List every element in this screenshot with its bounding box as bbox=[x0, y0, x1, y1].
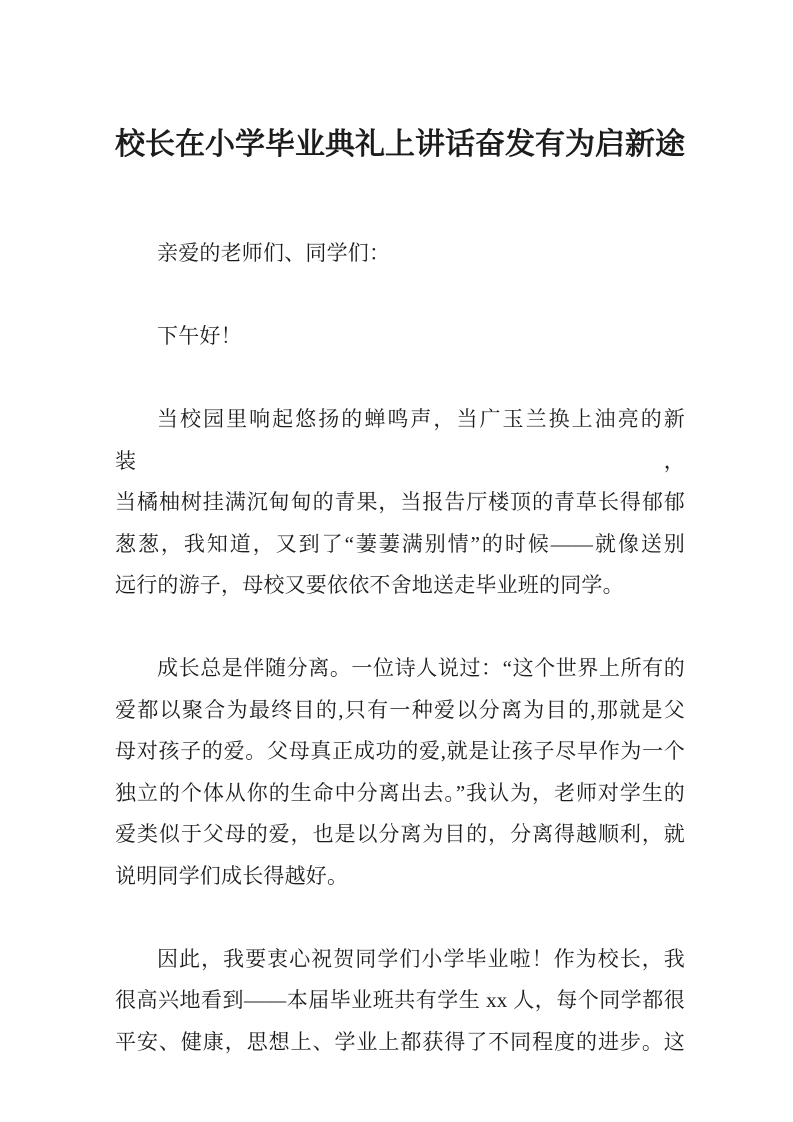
text-line: 爱都以聚合为最终目的,只有一种爱以分离为目的,那就是父 bbox=[115, 697, 685, 722]
paragraph-greeting bbox=[115, 316, 685, 358]
text-line: 很高兴地看到——本届毕业班共有学生 xx 人，每个同学都很 bbox=[115, 988, 685, 1012]
text-line: 因此，我要衷心祝贺同学们小学毕业啦！作为校长，我 bbox=[157, 946, 685, 971]
document-title: 校长在小学毕业典礼上讲话奋发有为启新途 bbox=[115, 128, 685, 161]
text-line: 母对孩子的爱。父母真正成功的爱,就是让孩子尽早作为一个 bbox=[115, 739, 685, 763]
text-line: 爱类似于父母的爱，也是以分离为目的，分离得越顺利，就 bbox=[115, 822, 685, 846]
text-line: 成长总是伴随分离。一位诗人说过：“这个世界上所有的 bbox=[157, 656, 685, 680]
text-line: 远行的游子，母校又要依依不舍地送走毕业班的同学。 bbox=[115, 573, 624, 597]
text-line: 当橘柚树挂满沉甸甸的青果，当报告厅楼顶的青草长得郁郁 bbox=[115, 490, 685, 514]
paragraph-growth-separation bbox=[115, 648, 685, 897]
paragraph-salutation bbox=[115, 233, 685, 275]
paragraph-opening-scene bbox=[115, 399, 685, 607]
paragraph-congratulations bbox=[115, 939, 685, 1064]
text-line: 下午好！ bbox=[157, 324, 242, 348]
text-line: 亲爱的老师们、同学们： bbox=[157, 241, 391, 265]
text-line: 当校园里响起悠扬的蝉鸣声，当广玉兰换上油亮的新装， bbox=[115, 407, 685, 473]
text-line: 独立的个体从你的生命中分离出去。”我认为，老师对学生的 bbox=[115, 780, 685, 805]
text-line: 说明同学们成长得越好。 bbox=[115, 863, 349, 888]
text-line: 平安、健康，思想上、学业上都获得了不同程度的进步。这 bbox=[115, 1029, 685, 1054]
text-line: 葱葱，我知道，又到了“萋萋满别情”的时候——就像送别 bbox=[115, 531, 685, 556]
